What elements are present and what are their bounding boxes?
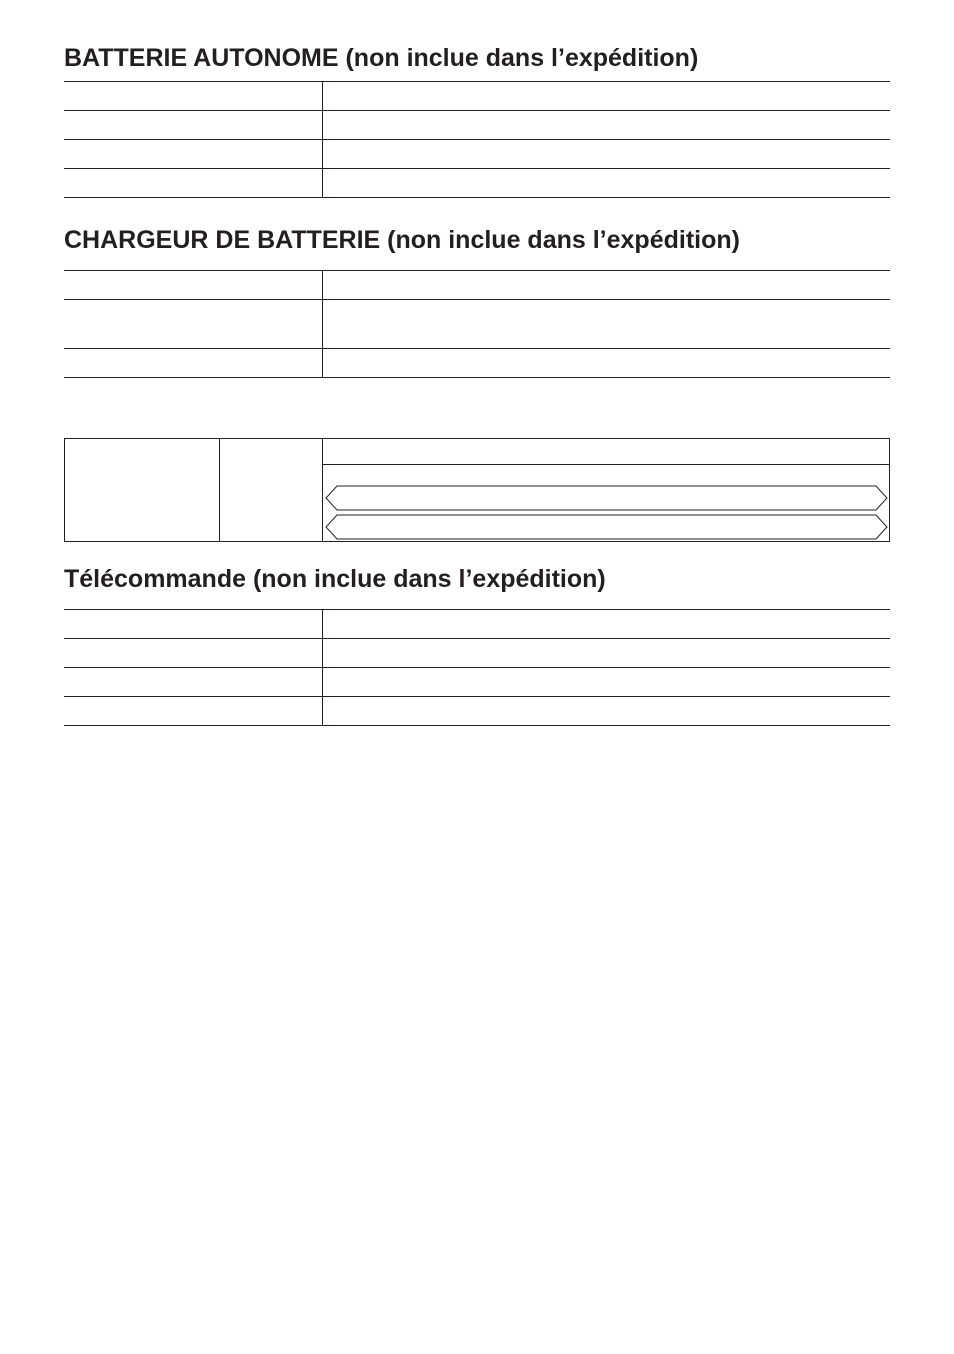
row-value bbox=[323, 697, 891, 726]
remote-spec-table bbox=[64, 609, 890, 726]
charger-spec-table bbox=[64, 270, 890, 378]
row-label bbox=[64, 140, 323, 169]
indicator-band-2 bbox=[323, 514, 889, 540]
row-value bbox=[323, 140, 891, 169]
battery-section-title: BATTERIE AUTONOME (non inclue dans l’expédition) bbox=[64, 44, 699, 72]
table-row bbox=[64, 271, 890, 300]
row-label bbox=[64, 300, 323, 349]
charger-section-title: CHARGEUR DE BATTERIE (non inclue dans l’expédition) bbox=[64, 226, 740, 254]
row-label bbox=[64, 169, 323, 198]
row-value bbox=[323, 300, 891, 349]
table-row bbox=[64, 668, 890, 697]
row-value bbox=[323, 610, 891, 639]
indicator-graphic-cell bbox=[323, 439, 889, 541]
battery-spec-table bbox=[64, 81, 890, 198]
row-value bbox=[323, 349, 891, 378]
table-row bbox=[64, 111, 890, 140]
indicator-table bbox=[64, 438, 890, 542]
table-row bbox=[64, 169, 890, 198]
hexagonal-band-icon bbox=[323, 514, 889, 540]
row-label bbox=[64, 82, 323, 111]
table-row bbox=[64, 82, 890, 111]
hexagonal-band-icon bbox=[323, 485, 889, 511]
row-value bbox=[323, 271, 891, 300]
row-label bbox=[64, 349, 323, 378]
row-label bbox=[64, 610, 323, 639]
table-row bbox=[64, 610, 890, 639]
indicator-band-1 bbox=[323, 485, 889, 511]
indicator-header-row bbox=[323, 439, 889, 465]
table-row bbox=[64, 349, 890, 378]
row-value bbox=[323, 639, 891, 668]
indicator-label-cell bbox=[65, 439, 220, 541]
remote-section-title: Télécommande (non inclue dans l’expédition) bbox=[64, 565, 606, 593]
row-label bbox=[64, 271, 323, 300]
row-value bbox=[323, 111, 891, 140]
row-label bbox=[64, 639, 323, 668]
row-label bbox=[64, 111, 323, 140]
row-value bbox=[323, 668, 891, 697]
row-label bbox=[64, 668, 323, 697]
table-row bbox=[64, 697, 890, 726]
indicator-sublabel-cell bbox=[220, 439, 323, 541]
table-row bbox=[64, 639, 890, 668]
row-value bbox=[323, 82, 891, 111]
row-value bbox=[323, 169, 891, 198]
table-row bbox=[64, 140, 890, 169]
row-label bbox=[64, 697, 323, 726]
table-row bbox=[64, 300, 890, 349]
